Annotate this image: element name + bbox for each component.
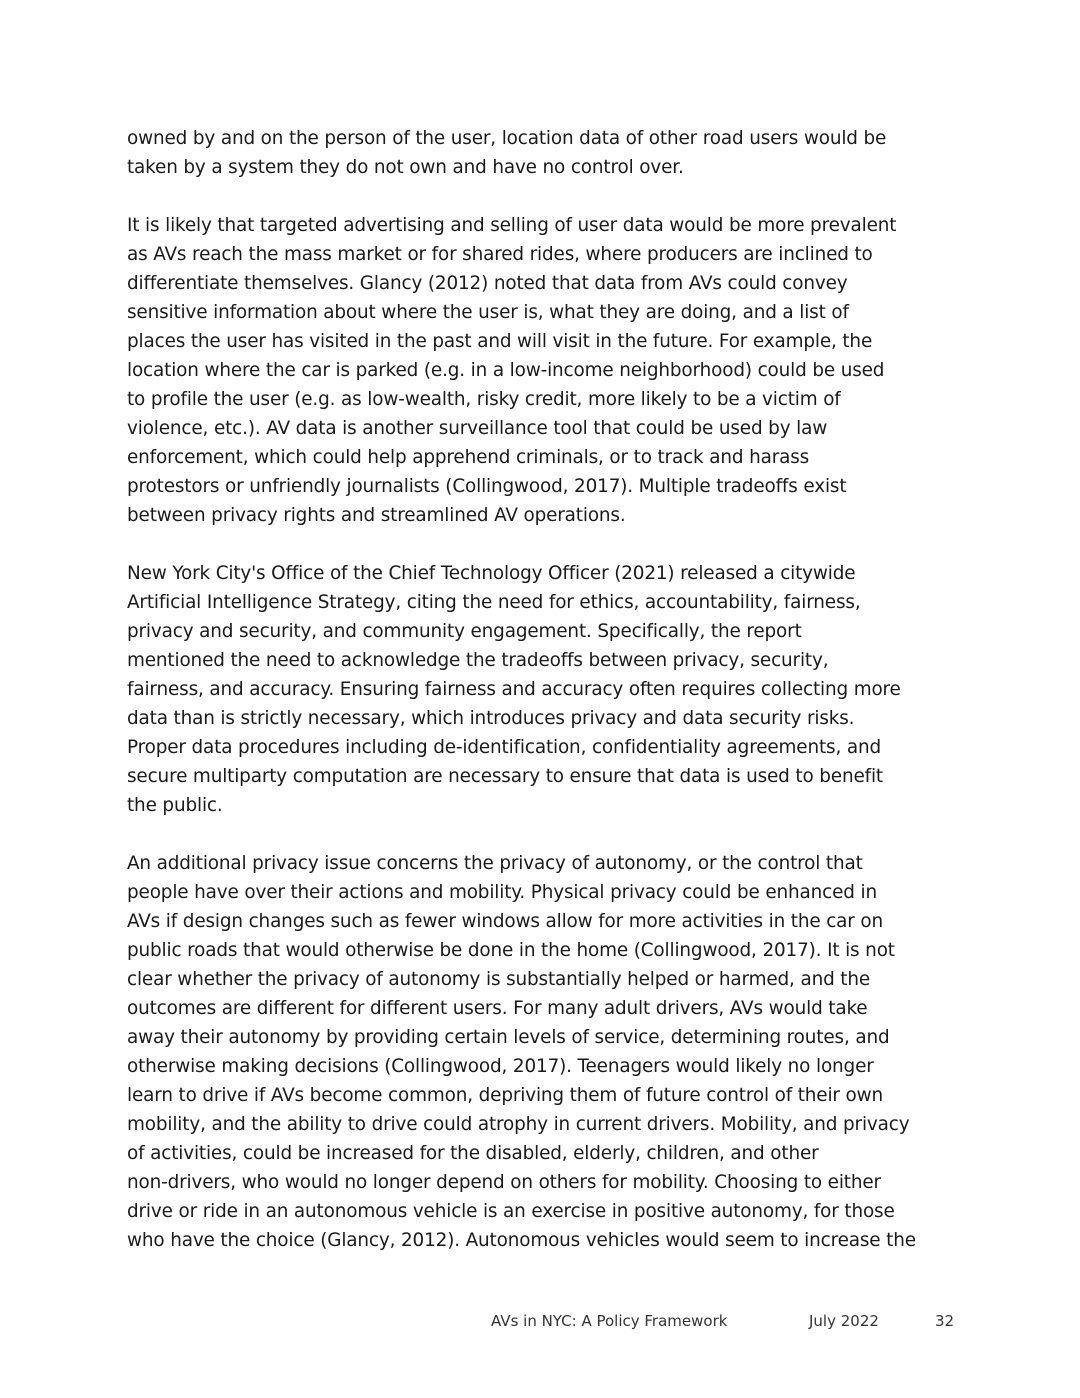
text-line: non-drivers, who would no longer depend on others for mobility. Choosing to either	[127, 1172, 881, 1193]
text-line: AVs if design changes such as fewer windows allow for more activities in the car on	[127, 911, 883, 932]
text-line: It is likely that targeted advertising and selling of user data would be more prevalent	[127, 215, 897, 236]
footer-page-number: 32	[935, 1312, 955, 1330]
text-line: who have the choice (Glancy, 2012). Autonomous vehicles would seem to increase the	[127, 1230, 916, 1251]
text-line: outcomes are different for different users. For many adult drivers, AVs would take	[127, 998, 868, 1019]
page-footer	[0, 1311, 1080, 1331]
paragraph	[127, 849, 957, 1255]
text-line: public roads that would otherwise be done in the home (Collingwood, 2017). It is not	[127, 940, 895, 961]
text-line: secure multiparty computation are necessary to ensure that data is used to benefit	[127, 766, 883, 787]
text-line: violence, etc.). AV data is another surveillance tool that could be used by law	[127, 418, 828, 439]
paragraph	[127, 124, 957, 182]
text-line: of activities, could be increased for the disabled, elderly, children, and other	[127, 1143, 819, 1164]
text-line: sensitive information about where the user is, what they are doing, and a list of	[127, 302, 849, 323]
text-line: location where the car is parked (e.g. in a low-income neighborhood) could be used	[127, 360, 885, 381]
text-line: An additional privacy issue concerns the privacy of autonomy, or the control that	[127, 853, 863, 874]
text-line: Artificial Intelligence Strategy, citing the need for ethics, accountability, fairness,	[127, 592, 861, 613]
text-line: the public.	[127, 795, 223, 816]
text-line: New York City's Office of the Chief Technology Officer (2021) released a citywide	[127, 563, 856, 584]
paragraph	[127, 211, 957, 530]
text-line: drive or ride in an autonomous vehicle is an exercise in positive autonomy, for those	[127, 1201, 895, 1222]
text-line: places the user has visited in the past and will visit in the future. For example, the	[127, 331, 873, 352]
text-line: fairness, and accuracy. Ensuring fairness and accuracy often requires collecting more	[127, 679, 901, 700]
text-line: to profile the user (e.g. as low-wealth, risky credit, more likely to be a victim of	[127, 389, 841, 410]
footer-date: July 2022	[809, 1312, 879, 1330]
text-line: people have over their actions and mobility. Physical privacy could be enhanced in	[127, 882, 877, 903]
text-line: differentiate themselves. Glancy (2012) noted that data from AVs could convey	[127, 273, 848, 294]
text-line: data than is strictly necessary, which introduces privacy and data security risks.	[127, 708, 855, 729]
text-line: between privacy rights and streamlined AV operations.	[127, 505, 626, 526]
text-line: Proper data procedures including de-identification, confidentiality agreements, and	[127, 737, 882, 758]
text-line: taken by a system they do not own and have no control over.	[127, 157, 684, 178]
text-line: enforcement, which could help apprehend criminals, or to track and harass	[127, 447, 810, 468]
text-line: mentioned the need to acknowledge the tradeoffs between privacy, security,	[127, 650, 829, 671]
footer-title: AVs in NYC: A Policy Framework	[491, 1312, 728, 1330]
text-line: away their autonomy by providing certain levels of service, determining routes, and	[127, 1027, 890, 1048]
paragraph	[127, 559, 957, 820]
text-line: privacy and security, and community engagement. Specifically, the report	[127, 621, 802, 642]
text-line: learn to drive if AVs become common, depriving them of future control of their own	[127, 1085, 884, 1106]
text-line: as AVs reach the mass market or for shared rides, where producers are inclined to	[127, 244, 873, 265]
text-line: otherwise making decisions (Collingwood, 2017). Teenagers would likely no longer	[127, 1056, 874, 1077]
text-line: owned by and on the person of the user, location data of other road users would be	[127, 128, 887, 149]
text-line: clear whether the privacy of autonomy is substantially helped or harmed, and the	[127, 969, 871, 990]
body-text	[127, 124, 957, 1284]
text-line: protestors or unfriendly journalists (Collingwood, 2017). Multiple tradeoffs exist	[127, 476, 847, 497]
text-line: mobility, and the ability to drive could atrophy in current drivers. Mobility, and privacy	[127, 1114, 910, 1135]
